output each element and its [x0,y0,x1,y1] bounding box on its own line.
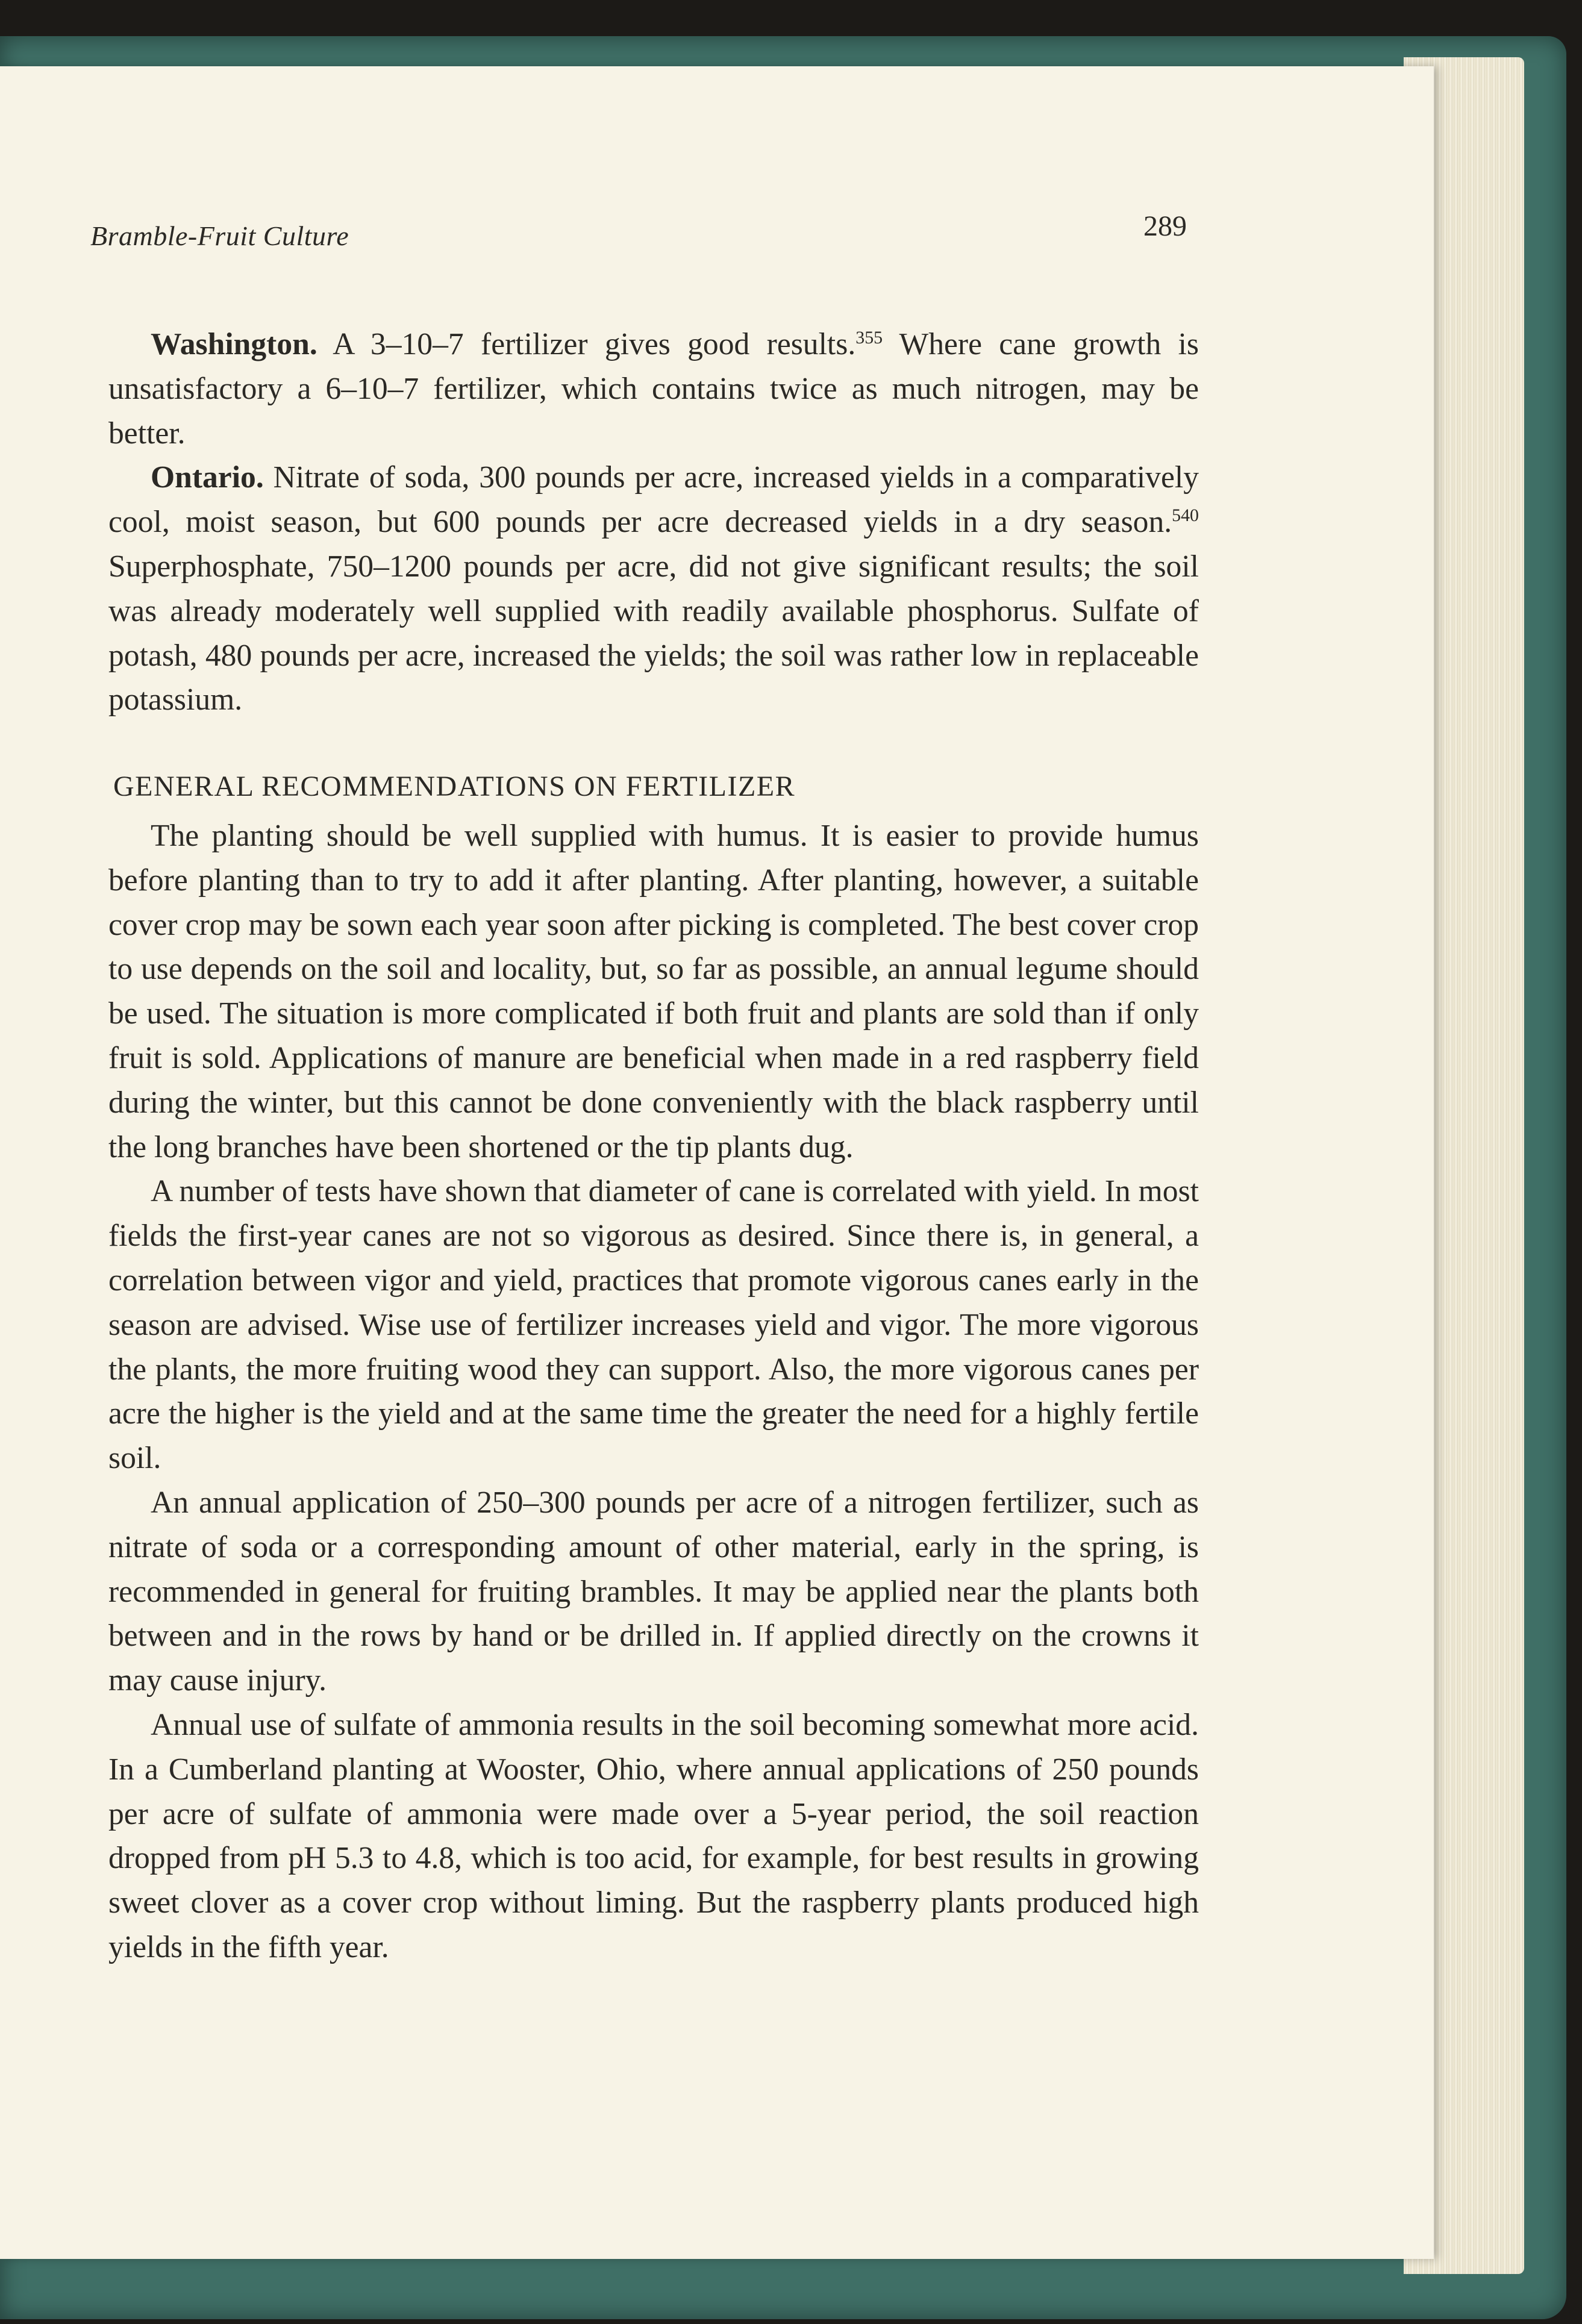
section-heading: GENERAL RECOMMENDATIONS ON FERTILIZER [113,770,796,803]
book-page [0,66,1434,2259]
run-in-heading-ontario: Ontario. [151,460,264,495]
paragraph-text: Nitrate of soda, 300 pounds per acre, increased yields in a comparatively cool, moist season, but 600 pounds per acre decreased yields in a dry season. [108,460,1199,540]
body-text [108,322,1199,1970]
paragraph-text: Where cane growth is unsatisfactory a 6–10–7 fertilizer, which contains twice as much nitrogen, may be better. [108,327,1199,451]
footnote-reference: 355 [855,327,883,348]
paragraph-text: Superphosphate, 750–1200 pounds per acre, did not give significant results; the soil was already moderately well supplied with readily available phosphorus. Sulfate of potash, 480 pounds per acre, increased the yields; the soil was rather low in replaceable potassium. [108,549,1199,717]
paragraph-text: A 3–10–7 fertilizer gives good results. [317,327,856,361]
run-in-heading-washington: Washington. [151,327,317,361]
running-title: Bramble-Fruit Culture [90,220,349,251]
footnote-reference: 540 [1172,505,1199,525]
paragraph-washington [108,322,1199,455]
page-number: 289 [1143,210,1187,242]
paragraph: An annual application of 250–300 pounds per acre of a nitrogen fertilizer, such as nitrate of soda or a corresponding amount of other material, early in the spring, is recommended in general for fruiting brambles. It may be applied near the plants both between and in the rows by hand or be drilled in. If applied directly on the crowns it may cause injury. [108,1485,1199,1698]
paragraph: A number of tests have shown that diameter of cane is correlated with yield. In most fields the first-year canes are not so vigorous as desired. Since there is, in general, a correlation between vigor and yield, practices that promote vigorous canes early in the season are advised. Wise use of fertilizer increases yield and vigor. The more vigorous the plants, the more fruiting wood they can support. Also, the more vigorous canes per acre the higher is the yield and at the same time the greater the need for a highly fertile soil. [108,1174,1199,1476]
paragraph: The planting should be well supplied with humus. It is easier to provide humus before planting than to try to add it after planting. After planting, however, a suitable cover crop may be sown each year soon after picking is completed. The best cover crop to use depends on the soil and locality, but, so far as possible, an annual legume should be used. The situation is more complicated if both fruit and plants are sold than if only fruit is sold. Applications of manure are beneficial when made in a red raspberry field during the winter, but this cannot be done conveniently with the black raspberry until the long branches have been shortened or the tip plants dug. [108,818,1199,1164]
paragraph-ontario [108,455,1199,722]
paragraph: Annual use of sulfate of ammonia results in the soil becoming somewhat more acid. In a Cumberland planting at Wooster, Ohio, where annual applications of 250 pounds per acre of sulfate of ammonia were made over a 5-year period, the soil reaction dropped from pH 5.3 to 4.8, which is too acid, for example, for best results in growing sweet clover as a cover crop without liming. But the raspberry plants produced high yields in the fifth year. [108,1707,1199,1964]
